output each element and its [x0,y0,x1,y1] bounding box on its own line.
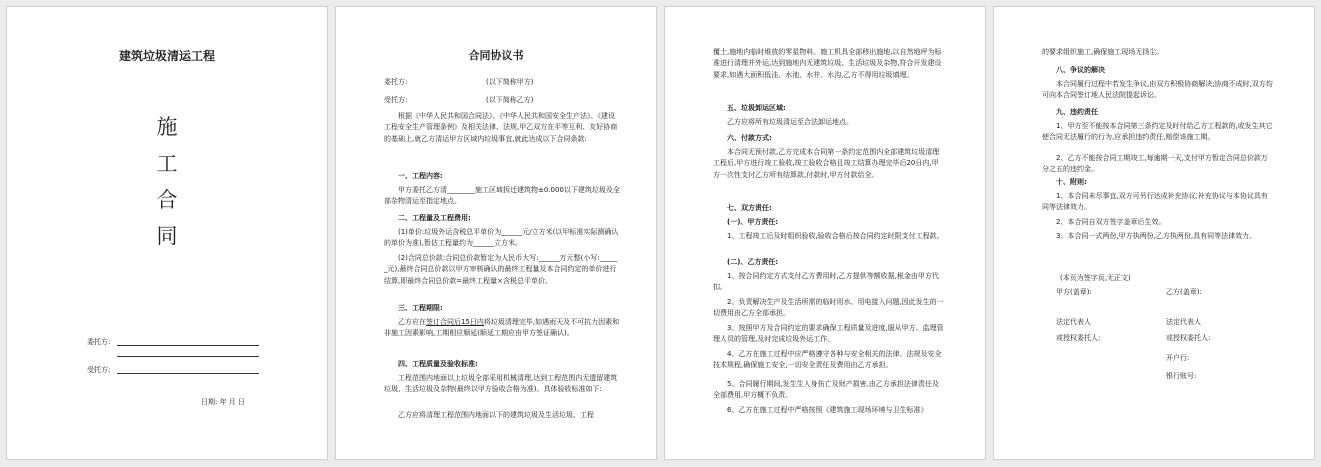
party-b-representative: 法定代表人 [1166,318,1201,326]
section-4-text-2: 乙方应将清理工程范围内地面以下的建筑垃圾及生活垃圾、工程 [398,411,594,419]
section-4-heading: 四、工程质量及验收标准: [398,360,478,368]
party-b-duty: 1、按合同约定方式支付乙方费用时,乙方提供等额收据,税金由甲方代扣。 [713,272,939,292]
party-a-label: 委托方: [384,78,408,86]
account-label: 银行账号: [1166,372,1197,380]
party-b-seal: 乙方(盖章): [1166,288,1202,296]
section-2-text-1: (1)单价:垃圾外运含税总平单价为______元/立方米(以甲标准实际测确认的单价为准),暂估工程量约为______立方米。 [384,228,619,248]
page-signature [993,6,1315,460]
section-5-text: 乙方应将所有垃圾清运至合法卸运地点。 [727,118,853,126]
page-terms [664,6,986,460]
party-a-label: 委托方: [87,338,111,346]
agreement-title: 合同协议书 [468,49,524,62]
party-a-agent: 或授权委托人: [1056,334,1101,342]
section-3-text-post: 将垃圾清理完毕,如遇雨天及不可抗力因素和非施工因素影响,工期相应顺延(顺延工期应由甲方签证确认)。 [384,318,620,338]
section-1-text: 甲方委托乙方清________施工区域拆迁建筑物±0.000以下建筑垃圾及全部杂物清运至指定地点。 [384,186,620,206]
cover-date: 日期: 年 月 日 [201,398,246,406]
party-b-duties-heading: (二)、乙方责任: [727,258,779,266]
party-a-line-2 [117,356,259,357]
section-10-item: 3、本合同一式两份,甲方执两份,乙方执两份,具有同等法律效力。 [1056,232,1257,240]
party-b-duty: 4、乙方在施工过程中应严格遵守各种与安全相关的法律、法规及安全技术规程,确保施工安全,一切安全责任及费用由乙方承担。 [713,350,942,370]
party-b-label: 受托方: [384,96,408,104]
section-8-heading: 八、争议的解决 [1056,66,1105,74]
section-10-item: 1、本合同未尽事宜,双方可另行达成补充协议,补充协议与本协议具有同等法律效力。 [1042,192,1268,212]
section-10-heading: 十、附则: [1056,178,1087,186]
section-9-heading: 九、违约责任 [1056,108,1098,116]
party-b-duty: 6、乙方在施工过程中严格按照《建筑施工现场环境与卫生标准》 [727,406,928,414]
section-7-heading: 七、双方责任: [727,204,772,212]
party-b-line [117,373,259,374]
cover-title: 建筑垃圾清运工程 [118,49,215,63]
signature-page-note: (本页为签字页,无正文) [1060,274,1131,282]
section-3-deadline: 签订合同后15日内 [426,318,484,326]
section-2-text-2: (2)合同总价款:合同总价款暂定为人民币大写:______万元整(小写:______元),最终合同总价款以甲方审核确认的最终工程量及本合同约定的单价进行结算,即最终合同总价款=最终工程量×含税总平单价。 [384,254,618,285]
section-1-heading: 一、工程内容: [398,172,443,180]
party-a-duties-heading: (一)、甲方责任: [727,218,779,226]
cover-vertical-char: 同 [156,224,178,248]
section-2-heading: 二、工程量及工程费用: [398,214,471,222]
continued-text: 覆土,施地内临时堆放的零星物料、施工机具全部移出施地,以自然地坪为标准进行清理并外运,达到施地内无建筑垃圾、生活垃圾及杂物,符合开发建设要求,如遇大面积低洼、水池、水井、水沟,乙方不得用垃圾填埋。 [713,48,942,79]
bank-label: 开户行: [1166,354,1190,362]
cover-vertical-char: 工 [156,152,178,176]
section-6-heading: 六、付款方式: [727,134,772,142]
section-3-text [384,317,620,340]
section-5-heading: 五、垃圾卸运区域: [727,104,786,112]
party-b-duty: 3、按照甲方及合同约定的要求确保工程质量及进度,服从甲方、监理管理人员的管理,及时完成垃圾外运工作。 [713,324,944,344]
section-9-item: 1、甲方至不能按本合同第三条约定及时付给乙方工程款的,或发生其它使合同无法履行的行为,应承担违约责任,赔偿该施工期。 [1042,122,1273,142]
section-9-item: 2、乙方不能按合同工期竣工,每逾期一天,支付甲方暂定合同总价款万分之五的违约金。 [1042,154,1268,174]
party-a-duty: 1、工程竣工后及时组织验收,验收合格后按合同约定时限支付工程款。 [727,232,944,240]
cover-vertical-char: 施 [156,115,178,139]
section-3-text-pre: 乙方应在 [398,318,426,326]
section-8-text: 本合同履行过程中若发生争议,由双方积极协商解决;协商不成时,双方均可向本合同签订地人民法院提起诉讼。 [1042,80,1273,100]
page-agreement [335,6,657,460]
party-b-agent: 或授权委托人: [1166,334,1211,342]
party-b-duty: 5、合同履行期间,发生生人身伤亡及财产损害,由乙方承担法律责任及全部费用,甲方概不负责。 [713,380,939,400]
cover-vertical-char: 合 [156,188,178,212]
continued-text: 的要求组织施工,确保施工现场无扬尘。 [1042,48,1164,56]
party-b-label: 受托方: [87,366,111,374]
page-cover [6,6,328,460]
party-b-duty: 2、负责解决生产及生活所需的临时用水、用电接入问题,因此发生的一切费用由乙方全部承担。 [713,298,944,318]
party-b-note: (以下简称乙方) [486,96,534,104]
section-10-item: 2、本合同自双方签字盖章后生效。 [1056,218,1166,226]
intro-paragraph: 根据《中华人民共和国合同法》、《中华人民共和国安全生产法》、《建设工程安全生产管理条例》及相关法律、法规,甲乙双方在平等互利、友好协商的基础上,就乙方清运甲方区域内垃圾事宜,就此达成以下合同条款: [384,112,618,143]
party-a-note: (以下简称甲方) [486,78,534,86]
party-a-representative: 法定代表人 [1056,318,1091,326]
section-3-heading: 三、工程期限: [398,304,443,312]
party-a-line [117,345,259,346]
party-a-seal: 甲方(盖章): [1056,288,1092,296]
section-4-text-1: 工程范围内地面以上垃圾全部采用机械清理,达到工程范围内无遗留建筑垃圾、生活垃圾及杂物(最终以甲方验收合格为准)。具体验收标准如下: [384,374,618,394]
section-6-text: 本合同无预付款,乙方完成本合同第一条约定范围内全部建筑垃圾清理工程后,甲方进行竣工验收,竣工验收合格且竣工结算办理完毕后20日内,甲方一次性支付乙方所有结算款,付款时,甲方付款给全。 [713,148,940,179]
